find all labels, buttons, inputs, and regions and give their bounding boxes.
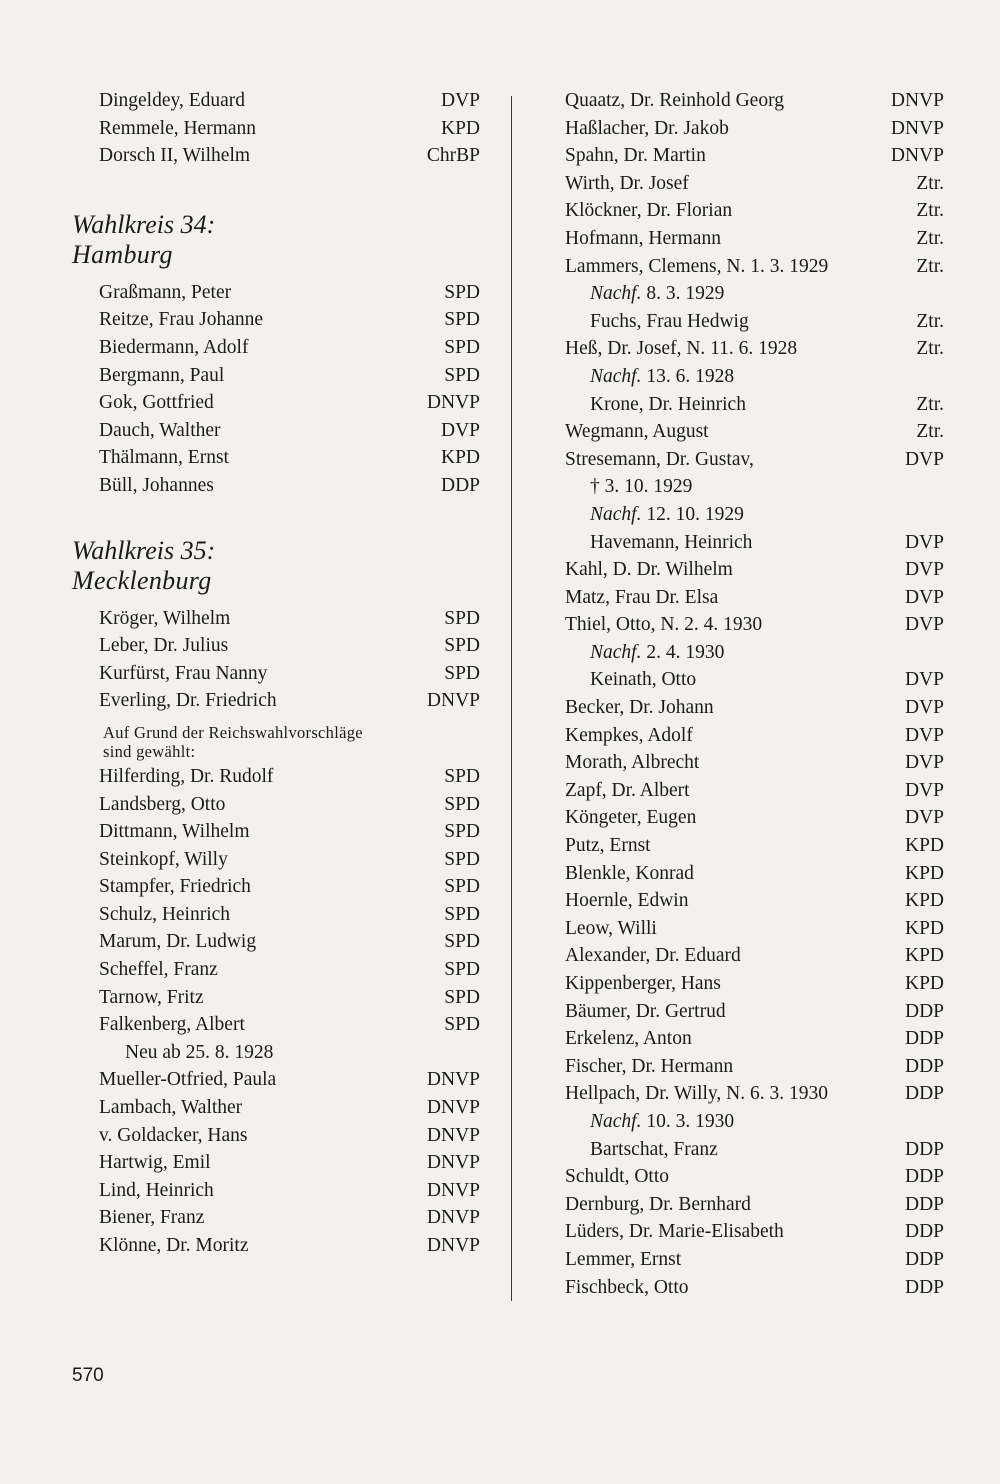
member-party: SPD	[444, 848, 480, 870]
member-party: DDP	[904, 1138, 944, 1160]
member-party: Ztr.	[916, 421, 944, 443]
member-party: DNVP	[890, 145, 944, 167]
member-row	[72, 928, 480, 956]
member-name: Hellpach, Dr. Willy, N. 6. 3. 1930	[565, 1083, 828, 1105]
member-row	[72, 1122, 480, 1150]
member-row	[562, 804, 944, 832]
member-party: DNVP	[890, 90, 944, 111]
district-heading-number: Wahlkreis 34:	[72, 209, 216, 239]
member-name: Reitze, Frau Johanne	[99, 309, 264, 331]
successor-prefix: Nachf.	[590, 641, 642, 663]
member-row	[562, 197, 944, 225]
successor-prefix: Nachf.	[590, 283, 642, 305]
member-name: Schuldt, Otto	[565, 1166, 670, 1188]
member-party: SPD	[444, 336, 480, 358]
member-row	[562, 998, 944, 1026]
member-row	[72, 901, 480, 929]
member-row	[72, 279, 480, 307]
member-row	[72, 87, 480, 115]
member-row	[562, 970, 944, 998]
member-name: Fischer, Dr. Hermann	[565, 1055, 734, 1077]
member-row	[72, 472, 480, 500]
member-party: SPD	[444, 793, 480, 815]
member-name: Steinkopf, Willy	[99, 848, 228, 870]
member-party: KPD	[904, 862, 944, 884]
member-row	[562, 1191, 944, 1219]
successor-prefix: Nachf.	[590, 1110, 642, 1132]
column-divider	[511, 96, 512, 1301]
member-party: Ztr.	[916, 227, 944, 249]
member-row	[562, 115, 944, 143]
member-party: DNVP	[426, 1152, 480, 1174]
member-name: Quaatz, Dr. Reinhold Georg	[565, 90, 784, 111]
member-name: Lammers, Clemens, N. 1. 3. 1929	[565, 255, 829, 277]
member-name: Biener, Franz	[99, 1207, 205, 1229]
member-name: Landsberg, Otto	[99, 793, 226, 815]
member-party: Ztr.	[916, 255, 944, 277]
member-party: DVP	[904, 586, 944, 608]
member-name: Kurfürst, Frau Nanny	[99, 662, 268, 684]
member-party: SPD	[444, 821, 480, 843]
member-party: SPD	[444, 309, 480, 331]
member-row	[72, 1232, 480, 1260]
page-number: 570	[72, 1365, 104, 1386]
member-row	[562, 225, 944, 253]
member-name: Morath, Albrecht	[565, 752, 700, 774]
member-row	[562, 860, 944, 888]
member-row	[72, 846, 480, 874]
member-row	[72, 444, 480, 472]
member-name: Hoernle, Edwin	[565, 890, 689, 912]
member-party: DDP	[904, 1221, 944, 1243]
member-name: Schulz, Heinrich	[99, 903, 231, 925]
member-row	[562, 308, 944, 336]
member-name: Lind, Heinrich	[99, 1179, 214, 1201]
member-name: Wirth, Dr. Josef	[565, 172, 689, 194]
member-party: DDP	[904, 1055, 944, 1077]
member-party: DDP	[440, 474, 480, 496]
member-name: Köngeter, Eugen	[565, 807, 697, 829]
member-name: Klönne, Dr. Moritz	[99, 1235, 249, 1256]
member-name: Becker, Dr. Johann	[565, 697, 714, 719]
member-row	[72, 791, 480, 819]
member-party: KPD	[904, 890, 944, 912]
member-party: ChrBP	[426, 145, 480, 167]
member-name: Thälmann, Ernst	[99, 447, 229, 469]
member-name: Gok, Gottfried	[99, 392, 214, 414]
member-party: DDP	[904, 1028, 944, 1050]
member-name: Haßlacher, Dr. Jakob	[565, 117, 729, 139]
member-row	[72, 687, 480, 715]
successor-prefix: Nachf.	[590, 365, 642, 387]
member-name: Spahn, Dr. Martin	[565, 145, 706, 167]
member-row	[72, 660, 480, 688]
member-name: Dittmann, Wilhelm	[99, 821, 250, 843]
member-name: v. Goldacker, Hans	[99, 1124, 248, 1146]
member-party: SPD	[444, 364, 480, 386]
member-row	[562, 942, 944, 970]
member-party: Ztr.	[916, 200, 944, 222]
member-party: KPD	[440, 447, 480, 469]
member-party: DVP	[904, 669, 944, 691]
district-heading-name: Hamburg	[72, 239, 173, 269]
member-party: SPD	[444, 765, 480, 787]
member-name: Thiel, Otto, N. 2. 4. 1930	[565, 614, 763, 636]
member-row	[72, 417, 480, 445]
member-name: Havemann, Heinrich	[590, 531, 753, 553]
member-name: Klöckner, Dr. Florian	[565, 200, 733, 222]
member-row	[562, 1218, 944, 1246]
member-row	[562, 1163, 944, 1191]
member-name: Putz, Ernst	[565, 835, 651, 857]
member-name: Stresemann, Dr. Gustav,	[565, 448, 754, 470]
member-name: Hofmann, Hermann	[565, 227, 721, 249]
member-row	[72, 605, 480, 633]
successor-date: 8. 3. 1929	[641, 283, 725, 305]
member-name: Heß, Dr. Josef, N. 11. 6. 1928	[565, 338, 798, 360]
member-row	[562, 749, 944, 777]
member-row	[562, 694, 944, 722]
member-row	[72, 1149, 480, 1177]
member-party: DVP	[904, 448, 944, 470]
member-name: Remmele, Hermann	[99, 117, 257, 139]
member-row	[72, 956, 480, 984]
member-row	[562, 391, 944, 419]
member-party: DDP	[904, 1248, 944, 1270]
member-row	[562, 170, 944, 198]
death-date: † 3. 10. 1929	[590, 476, 693, 498]
member-name: Leow, Willi	[565, 917, 657, 939]
member-name: Bartschat, Franz	[590, 1138, 718, 1160]
member-name: Leber, Dr. Julius	[99, 635, 229, 657]
member-name: Matz, Frau Dr. Elsa	[565, 586, 719, 608]
member-row	[562, 335, 944, 363]
member-party: DNVP	[890, 117, 944, 139]
member-party: SPD	[444, 986, 480, 1008]
member-party: DNVP	[426, 392, 480, 414]
member-name: Wegmann, August	[565, 421, 709, 443]
member-name: Kahl, D. Dr. Wilhelm	[565, 559, 733, 581]
successor-date: 13. 6. 1928	[641, 365, 735, 387]
member-name: Hilferding, Dr. Rudolf	[99, 765, 274, 787]
member-party: DNVP	[426, 1235, 480, 1256]
member-name: Lemmer, Ernst	[565, 1248, 682, 1270]
successor-prefix: Nachf.	[590, 503, 642, 525]
member-row	[562, 418, 944, 446]
member-row	[72, 362, 480, 390]
successor-note	[562, 1108, 944, 1136]
member-row	[562, 777, 944, 805]
member-party: SPD	[444, 281, 480, 303]
member-name: Mueller-Otfried, Paula	[99, 1069, 277, 1091]
member-name: Dingeldey, Eduard	[99, 90, 246, 111]
member-name: Lambach, Walther	[99, 1097, 243, 1119]
successor-date: 12. 10. 1929	[641, 503, 744, 525]
member-party: DVP	[904, 559, 944, 581]
member-row	[72, 1094, 480, 1122]
member-row	[72, 1066, 480, 1094]
member-party: SPD	[444, 931, 480, 953]
district-heading-34	[72, 210, 480, 270]
member-party: DNVP	[426, 1179, 480, 1201]
member-row	[562, 1136, 944, 1164]
member-party: SPD	[444, 662, 480, 684]
succession-note	[72, 1039, 480, 1067]
member-party: DVP	[440, 90, 480, 111]
member-name: Stampfer, Friedrich	[99, 876, 251, 898]
member-name: Scheffel, Franz	[99, 959, 218, 981]
member-party: Ztr.	[916, 310, 944, 332]
member-name: Lüders, Dr. Marie-Elisabeth	[565, 1221, 784, 1243]
member-row	[562, 722, 944, 750]
member-row	[562, 1025, 944, 1053]
member-party: DNVP	[426, 1124, 480, 1146]
member-row	[562, 666, 944, 694]
member-row	[72, 1011, 480, 1039]
member-row	[72, 1204, 480, 1232]
member-row	[562, 446, 944, 474]
member-party: SPD	[444, 607, 480, 629]
member-name: Dauch, Walther	[99, 419, 221, 441]
member-name: Kröger, Wilhelm	[99, 607, 231, 629]
member-row	[72, 632, 480, 660]
member-row	[562, 584, 944, 612]
member-row	[562, 915, 944, 943]
member-party: DVP	[904, 807, 944, 829]
member-party: Ztr.	[916, 393, 944, 415]
member-party: DVP	[440, 419, 480, 441]
member-name: Everling, Dr. Friedrich	[99, 690, 277, 712]
member-name: Blenkle, Konrad	[565, 862, 694, 884]
member-party: DVP	[904, 724, 944, 746]
member-name: Biedermann, Adolf	[99, 336, 249, 358]
member-party: DDP	[904, 1000, 944, 1022]
member-row	[72, 818, 480, 846]
member-party: KPD	[904, 917, 944, 939]
member-row	[72, 1177, 480, 1205]
member-name: Dernburg, Dr. Bernhard	[565, 1193, 751, 1215]
member-row	[562, 1080, 944, 1108]
member-row	[72, 334, 480, 362]
member-party: Ztr.	[916, 338, 944, 360]
member-party: DVP	[904, 531, 944, 553]
member-name: Zapf, Dr. Albert	[565, 779, 690, 801]
member-name: Fuchs, Frau Hedwig	[590, 310, 749, 332]
member-name: Fischbeck, Otto	[565, 1276, 689, 1298]
successor-date: 10. 3. 1930	[641, 1110, 735, 1132]
member-row	[562, 1246, 944, 1274]
member-name: Keinath, Otto	[590, 669, 697, 691]
member-row	[562, 253, 944, 281]
member-party: SPD	[444, 1014, 480, 1036]
member-party: Ztr.	[916, 172, 944, 194]
member-party: KPD	[904, 835, 944, 857]
member-row	[72, 389, 480, 417]
member-name: Hartwig, Emil	[99, 1152, 211, 1174]
successor-note	[562, 280, 944, 308]
member-name: Bergmann, Paul	[99, 364, 225, 386]
member-name: Bäumer, Dr. Gertrud	[565, 1000, 726, 1022]
member-party: KPD	[440, 117, 480, 139]
member-party: DVP	[904, 614, 944, 636]
member-row	[562, 556, 944, 584]
member-row	[562, 611, 944, 639]
member-name: Kempkes, Adolf	[565, 724, 693, 746]
member-name: Alexander, Dr. Eduard	[565, 945, 741, 967]
district-heading-number: Wahlkreis 35:	[72, 535, 216, 565]
member-party: SPD	[444, 959, 480, 981]
member-party: DVP	[904, 697, 944, 719]
reich-note-line: Auf Grund der Reichswahlvorschläge	[103, 722, 363, 742]
successor-note	[562, 639, 944, 667]
member-name: Graßmann, Peter	[99, 281, 232, 303]
member-row	[562, 832, 944, 860]
member-party: DVP	[904, 779, 944, 801]
member-party: DVP	[904, 752, 944, 774]
member-row	[72, 873, 480, 901]
member-row	[72, 115, 480, 143]
member-name: Büll, Johannes	[99, 474, 214, 496]
member-name: Tarnow, Fritz	[99, 986, 204, 1008]
member-row	[562, 1053, 944, 1081]
member-party: DDP	[904, 1083, 944, 1105]
member-party: DDP	[904, 1276, 944, 1298]
member-party: DNVP	[426, 1069, 480, 1091]
member-row	[562, 887, 944, 915]
death-note	[562, 473, 944, 501]
member-name: Dorsch II, Wilhelm	[99, 145, 251, 167]
right-column	[562, 87, 944, 1301]
successor-date: 2. 4. 1930	[641, 641, 725, 663]
reich-note-line: sind gewählt:	[103, 741, 196, 761]
member-party: SPD	[444, 876, 480, 898]
member-party: KPD	[904, 945, 944, 967]
member-party: SPD	[444, 903, 480, 925]
member-party: DNVP	[426, 1207, 480, 1229]
district-heading-35	[72, 536, 480, 596]
member-party: SPD	[444, 635, 480, 657]
member-row	[72, 763, 480, 791]
member-name: Marum, Dr. Ludwig	[99, 931, 257, 953]
member-name: Erkelenz, Anton	[565, 1028, 692, 1050]
reich-note	[72, 723, 480, 761]
member-row	[72, 142, 480, 170]
succession-note-text: Neu ab 25. 8. 1928	[125, 1041, 274, 1063]
member-row	[562, 529, 944, 557]
member-party: DDP	[904, 1166, 944, 1188]
left-column	[72, 87, 480, 1260]
member-name: Falkenberg, Albert	[99, 1014, 245, 1036]
member-row	[562, 1274, 944, 1302]
member-name: Krone, Dr. Heinrich	[590, 393, 746, 415]
district-heading-name: Mecklenburg	[72, 565, 212, 595]
member-row	[562, 142, 944, 170]
member-name: Kippenberger, Hans	[565, 973, 721, 994]
member-row	[72, 984, 480, 1012]
member-party: DDP	[904, 1193, 944, 1215]
member-party: KPD	[904, 973, 944, 994]
member-row	[72, 306, 480, 334]
member-party: DNVP	[426, 690, 480, 712]
successor-note	[562, 501, 944, 529]
member-party: DNVP	[426, 1097, 480, 1119]
successor-note	[562, 363, 944, 391]
member-row	[562, 87, 944, 115]
